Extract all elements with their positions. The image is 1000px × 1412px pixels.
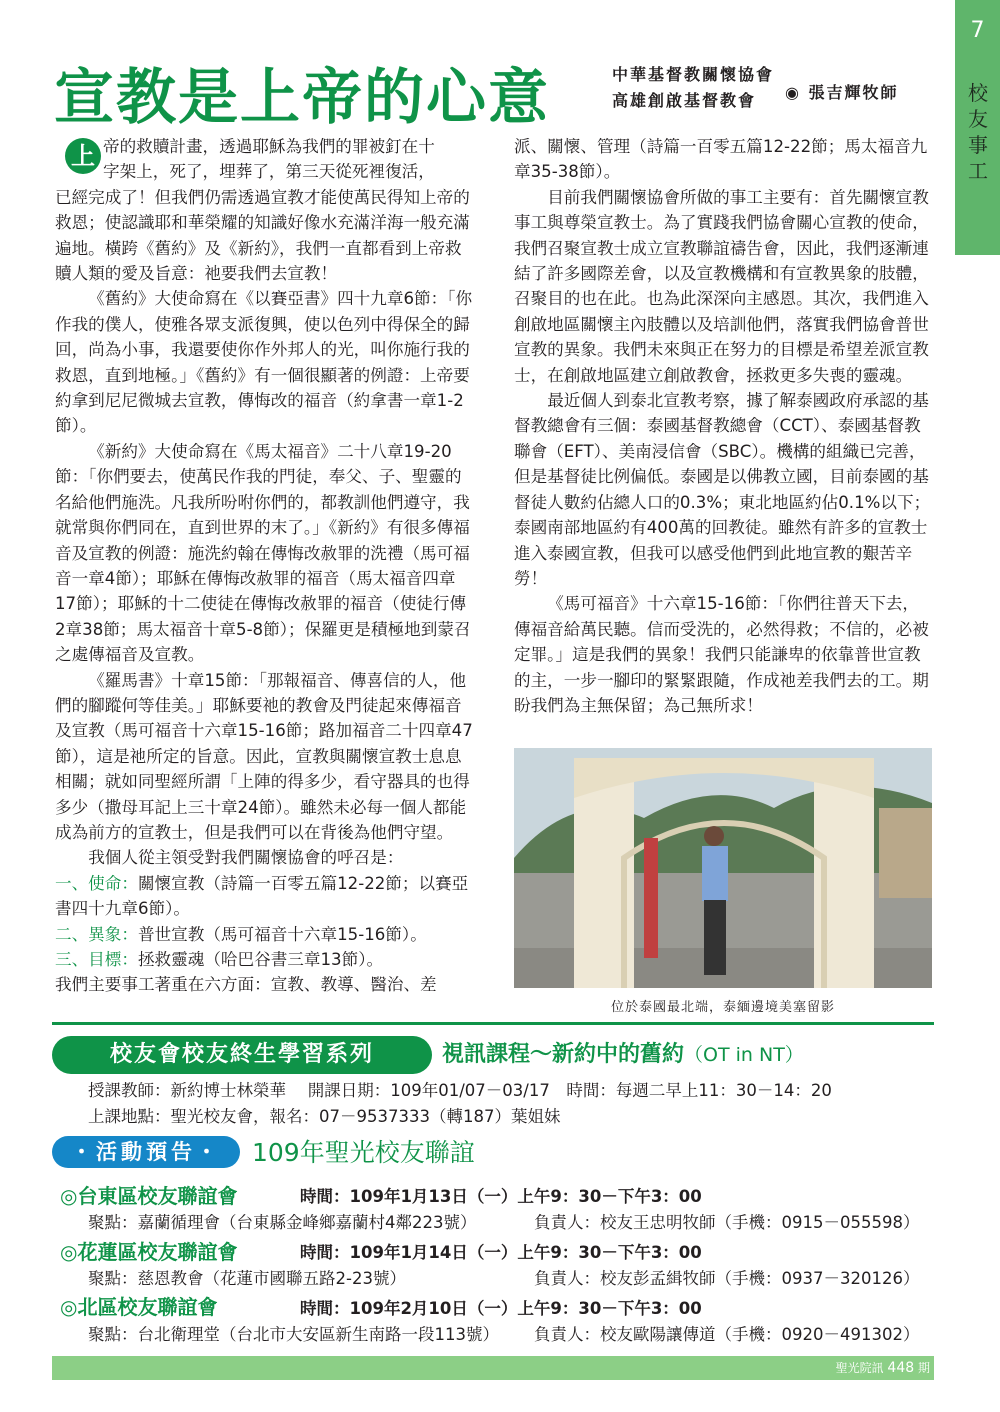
paragraph-intro-rest: 已經完成了！但我們仍需透過宣教才能使萬民得知上帝的救恩；使認識耶和華榮耀的知識好像水充滿洋海一般充滿遍地。橫跨《舊約》及《新約》，我們一直都看到上帝救贖人類的愛及旨意：祂要我們去宣教！ (55, 187, 470, 284)
paragraph-six-areas: 我們主要事工著重在六方面：宣教、教導、醫治、差 (55, 975, 437, 995)
region-time-hualien: 時間：109年1月14日（一）上午9：30－下午3：00 (300, 1243, 702, 1262)
course-details-line-1: 授課教師：新約博士林榮華 開課日期：109年01/07－03/17 時間：每週二早上11：30－14：20 (88, 1081, 832, 1100)
activity-title: 109年聖光校友聯誼 (252, 1138, 475, 1167)
dropcap: 上 (65, 138, 101, 174)
footer-issue-suffix: 期 (917, 1361, 930, 1375)
article-column-left (55, 134, 475, 998)
course-title (442, 1036, 804, 1074)
calling-item-goal (55, 947, 475, 972)
paragraph-continued: 派、關懷、管理（詩篇一百零五篇12-22節；馬太福音九章35-38節）。 (514, 137, 928, 182)
calling-text-vision: 普世宣教（馬可福音十六章15-16節）。 (137, 924, 427, 944)
photo-thailand-border (514, 748, 932, 988)
paragraph-romans: 《羅馬書》十章15節：「那報福音、傳喜信的人，他們的腳蹤何等佳美。」耶穌要祂的教會及門徒起來傳福音及宣教（馬可福音十六章15-16節；路加福音二十四章47節），這是祂所定的旨意。因此，宣教與關懷宣教士息息相關；就如同聖經所謂「上陣的得多少，看守器具的也得多少（撒母耳記上三十章24節）。雖然未必每一個人都能成為前方的宣教士，但是我們可以在背後為他們守望。 (55, 670, 473, 842)
org-line-1: 中華基督教關懷協會 (612, 65, 775, 84)
paragraph-old-testament: 《舊約》大使命寫在《以賽亞書》四十九章6節：「你作我的僕人，使雅各眾支派復興，使以色列中得保全的歸回，尚為小事，我還要使你作外邦人的光，叫你施行我的救恩，直到地極。」《舊約》有一個很顯著的例證：上帝要約拿到尼尼微城去宣教，傳悔改的福音（約拿書一章1-2節）。 (55, 289, 473, 436)
article-column-right (514, 134, 934, 718)
region-contact-taitung: 負責人：校友王忠明牧師（手機：0915－055598） (534, 1213, 920, 1232)
region-time-north: 時間：109年2月10日（一）上午9：30－下午3：00 (300, 1299, 702, 1318)
course-details-line-2: 上課地點：聖光校友會，報名：07－9537333（轉187）葉姐妹 (88, 1107, 561, 1126)
paragraph-thailand: 最近個人到泰北宣教考察，據了解泰國政府承認的基督教總會有三個：泰國基督教總會（CCT）、泰國基督教聯會（EFT）、美南浸信會（SBC）。機構的組織已完善，但是基督徒比例偏低。泰國是以佛教立國，目前泰國的基督徒人數約佔總人口的0.3%；東北地區約佔0.1%以下；泰國南部地區約有400萬的回教徒。雖然有許多的宣教士進入泰國宣教，但我可以感受他們到此地宣教的艱苦辛勞！ (514, 391, 931, 588)
region-name-north: ◎北區校友聯誼會 (60, 1295, 218, 1319)
course-title-sub: （OT in NT） (684, 1044, 804, 1066)
calling-label-mission: 一、使命： (55, 873, 138, 893)
region-time-taitung: 時間：109年1月13日（一）上午9：30－下午3：00 (300, 1187, 702, 1206)
calling-item-vision (55, 922, 475, 947)
calling-text-goal: 拯救靈魂（哈巴谷書三章13節）。 (137, 950, 384, 969)
region-contact-north: 負責人：校友歐陽讓傳道（手機：0920－491302） (534, 1325, 920, 1344)
region-name-taitung: ◎台東區校友聯誼會 (60, 1184, 238, 1208)
region-name-hualien: ◎花蓮區校友聯誼會 (60, 1240, 238, 1264)
activity-badge: ・活動預告・ (52, 1136, 240, 1168)
page-number: 7 (970, 18, 985, 43)
paragraph-current-work: 目前我們關懷協會所做的事工主要有：首先關懷宣教事工與尊榮宣教士。為了實踐我們協會關心宣教的使命，我們召聚宣教士成立宣教聯誼禱告會，因此，我們逐漸連結了許多國際差會，以及宣教機構和有宣教異象的肢體，召聚目的也在此。也為此深深向主感恩。其次，我們進入創啟地區關懷主內肢體以及培訓他們，落實我們協會普世宣教的異象。我們未來與正在努力的目標是希望差派宣教士，在創啟地區建立創啟教會，拯救更多失喪的靈魂。 (514, 187, 929, 385)
footer-issue-number: 448 (887, 1360, 915, 1376)
series-badge: 校友會校友終生學習系列 (52, 1036, 432, 1074)
region-place-hualien: 聚點：慈恩教會（花蓮市國聯五路2-23號） (88, 1269, 406, 1288)
course-title-main: 視訊課程～新約中的舊約 (442, 1042, 685, 1067)
calling-item-mission (55, 871, 475, 922)
region-place-north: 聚點：台北衛理堂（台北市大安區新生南路一段113號） (88, 1325, 499, 1344)
calling-label-vision: 二、異象： (55, 924, 138, 944)
region-contact-hualien: 負責人：校友彭孟緝牧師（手機：0937－320126） (534, 1269, 920, 1288)
footer-publication: 聖光院訊 (835, 1361, 884, 1375)
paragraph-mark-16: 《馬可福音》十六章15-16節：「你們往普天下去，傳福音給萬民聽。信而受洗的，必然得救；不信的，必被定罪。」這是我們的異象！我們只能謙卑的依靠普世宣教的主，一步一腳印的緊緊跟隨，作成祂差我們去的工。期盼我們為主無保留；為己無所求！ (514, 594, 929, 715)
photo-illustration (514, 748, 932, 988)
section-divider (52, 1022, 934, 1025)
paragraph-intro-line-2: 字架上，死了，埋葬了，第三天從死裡復活， (103, 162, 435, 182)
calling-text-mission: 關懷宣教（詩篇一百零五篇12-22節；以賽亞書四十九章6節）。 (55, 873, 469, 919)
paragraph-calling: 我個人從主領受對我們關懷協會的呼召是： (88, 848, 404, 868)
article-title: 宣教是上帝的心意 (54, 63, 550, 133)
footer-issue (700, 1359, 930, 1376)
photo-caption: 位於泰國最北端，泰緬邊境美塞留影 (610, 1000, 835, 1015)
org-line-2: 高雄創啟基督教會 (612, 91, 757, 110)
paragraph-new-testament: 《新約》大使命寫在《馬太福音》二十八章19-20節：「你們要去，使萬民作我的門徒，奉父、子、聖靈的名給他們施洗。凡我所吩咐你們的，都教訓他們遵守，我就常與你們同在，直到世界的末了。」《新約》有很多傳福音及宣教的例證：施洗約翰在傳悔改赦罪的洗禮（馬可福音一章4節）；耶穌在傳悔改赦罪的福音（馬太福音四章17節）；耶穌的十二使徒在傳悔改赦罪的福音（使徒行傳2章38節；馬太福音十章5-8節）；保羅更是積極地到蒙召之處傳福音及宣教。 (55, 441, 471, 665)
section-label: 校友事工 (968, 81, 988, 183)
calling-label-goal: 三、目標： (55, 950, 138, 969)
region-place-taitung: 聚點：嘉蘭循理會（台東縣金峰鄉嘉蘭村4鄰223號） (88, 1213, 477, 1232)
author-byline: ◉ 張吉輝牧師 (785, 83, 899, 102)
paragraph-intro-line-1: 帝的救贖計畫，透過耶穌為我們的罪被釘在十 (103, 137, 435, 156)
